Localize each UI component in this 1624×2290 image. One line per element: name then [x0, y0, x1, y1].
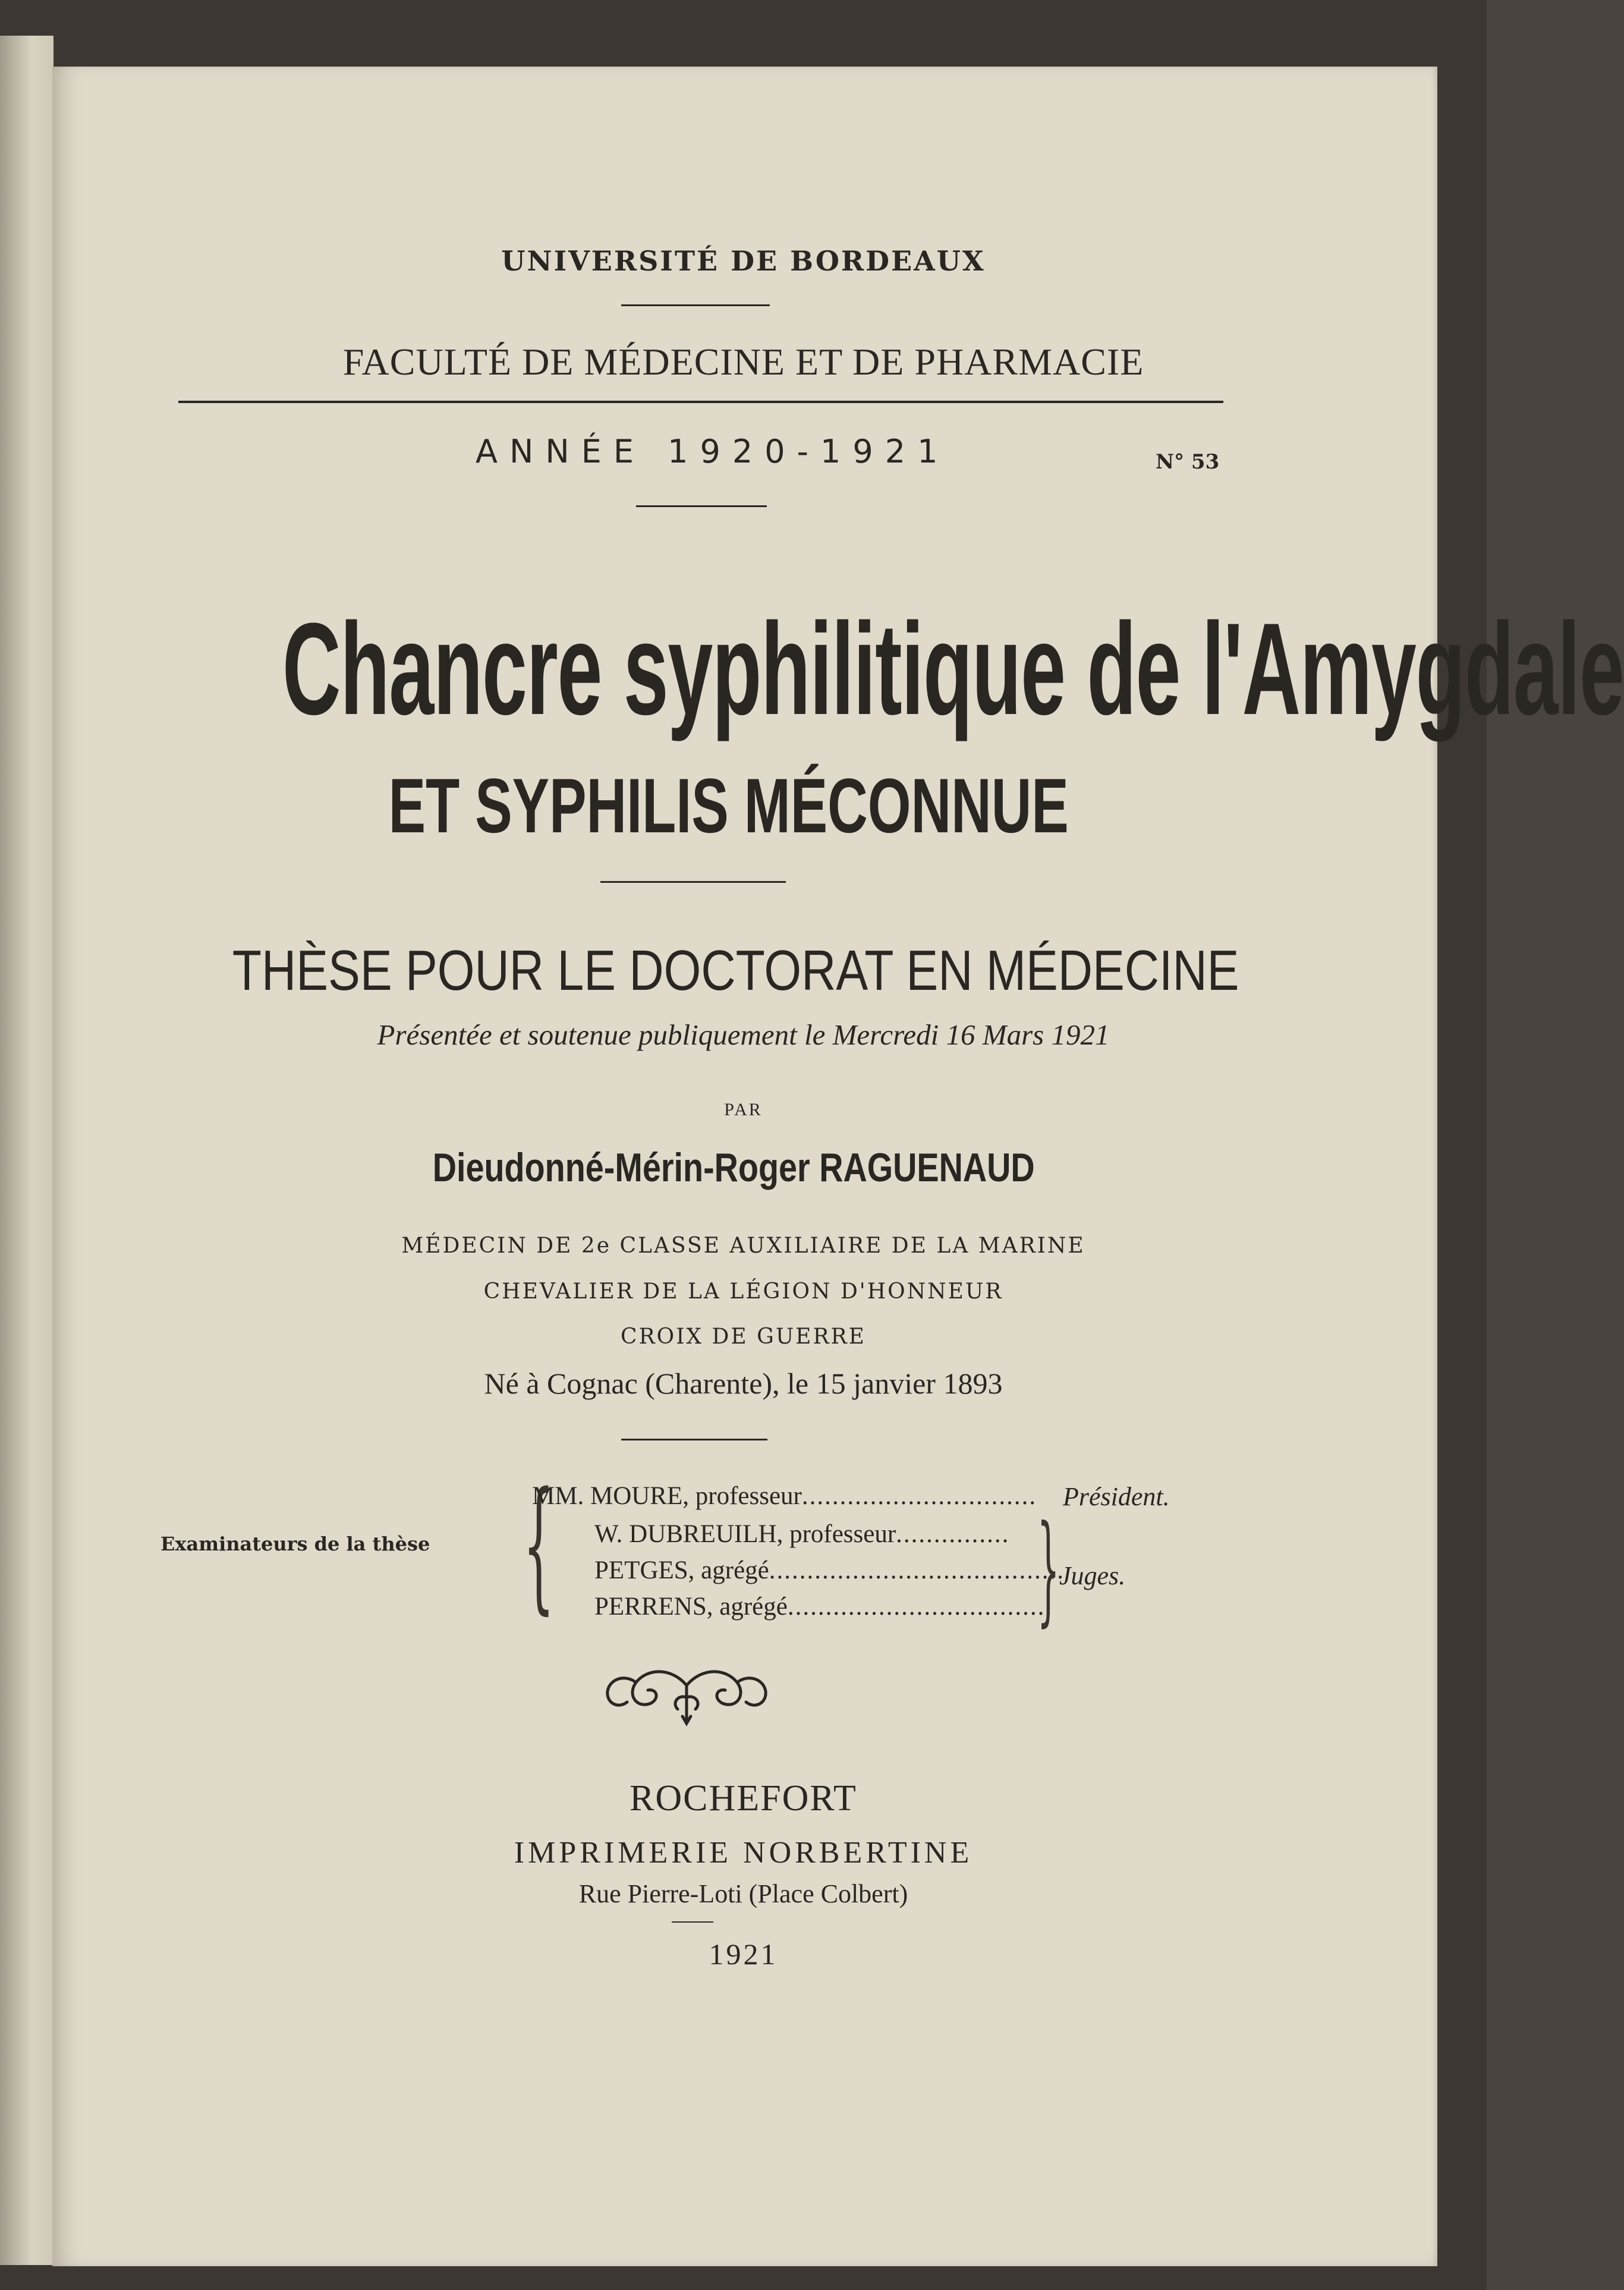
- leader-dots: .......................................: [769, 1556, 1065, 1584]
- jury-role-judges: Juges.: [1059, 1561, 1126, 1590]
- leader-dots: ...................................: [787, 1593, 1053, 1621]
- ornament-fleuron: [600, 1662, 773, 1727]
- jury-member-name: PERRENS, agrégé: [594, 1593, 788, 1621]
- subtitle: ET SYPHILIS MÉCONNUE: [388, 762, 1069, 849]
- university-name: UNIVERSITÉ DE BORDEAUX: [501, 245, 986, 277]
- main-title: Chancre syphilitique de l'Amygdale: [282, 596, 1624, 742]
- jury-member: [594, 1592, 1053, 1621]
- author-title-1: MÉDECIN DE 2e CLASSE AUXILIAIRE DE LA MARINE: [401, 1234, 1085, 1258]
- short-rule: [621, 304, 770, 306]
- leader-dots: ...............................: [801, 1482, 1037, 1510]
- jury-member-name: MM. MOURE, professeur: [532, 1482, 802, 1510]
- faculty-name: FACULTÉ DE MÉDECINE ET DE PHARMACIE: [342, 341, 1144, 383]
- jury-member: [594, 1520, 1010, 1549]
- short-rule: [636, 505, 767, 507]
- jury-caption: Examinateurs de la thèse: [160, 1533, 430, 1555]
- left-brace: {: [523, 1461, 555, 1628]
- academic-year: ANNÉE 1920-1921: [476, 433, 950, 470]
- leader-dots: ...............: [896, 1520, 1010, 1548]
- header-rule: [178, 401, 1223, 403]
- title-rule: [600, 881, 786, 883]
- imprint-address: Rue Pierre-Loti (Place Colbert): [578, 1879, 908, 1908]
- author-title-3: CROIX DE GUERRE: [621, 1325, 866, 1349]
- author-name: Dieudonné-Mérin-Roger RAGUENAUD: [432, 1145, 1035, 1190]
- jury-role-president: Président.: [1063, 1482, 1170, 1511]
- author-title-2: CHEVALIER DE LA LÉGION D'HONNEUR: [483, 1279, 1003, 1304]
- author-birth: Né à Cognac (Charente), le 15 janvier 1893: [484, 1367, 1003, 1400]
- tiny-rule: [672, 1921, 713, 1923]
- jury-member-name: PETGES, agrégé: [594, 1556, 769, 1584]
- jury-member: [594, 1556, 1065, 1585]
- imprint-printer: IMPRIMERIE NORBERTINE: [514, 1836, 973, 1870]
- short-rule: [621, 1439, 767, 1440]
- jury-member: [532, 1481, 1037, 1511]
- imprint-city: ROCHEFORT: [630, 1778, 857, 1819]
- thesis-type: THÈSE POUR LE DOCTORAT EN MÉDECINE: [232, 939, 1239, 1002]
- presentation-date: Présentée et soutenue publiquement le Mercredi 16 Mars 1921: [377, 1018, 1110, 1051]
- imprint-year: 1921: [709, 1937, 778, 1971]
- by-label: PAR: [724, 1100, 763, 1119]
- right-brace: }: [1037, 1500, 1060, 1638]
- jury-member-name: W. DUBREUILH, professeur: [594, 1520, 896, 1548]
- thesis-number: N° 53: [1156, 450, 1220, 474]
